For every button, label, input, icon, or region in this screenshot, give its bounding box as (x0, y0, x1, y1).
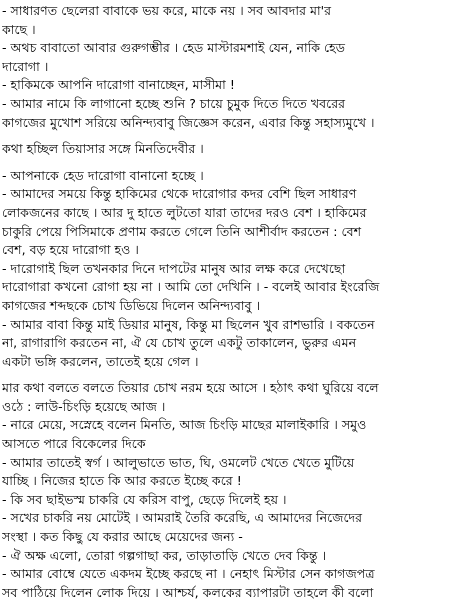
text-line: - ঐ অক্ষ এলো, তোরা গল্পগাছা কর, তাড়াতাড়ি খেতে দেব কিন্তু । (2, 547, 327, 563)
paragraph-gap (2, 132, 454, 140)
dialogue-section-1 (2, 2, 454, 132)
text-line: যাচ্ছি । নিজের হাতে কি আর করতে ইচ্ছে করে ! (2, 473, 242, 489)
text-line: - আমার নামে কি লাগানো হচ্ছে শুনি ? চায়ে চুমুক দিতে দিতে খবরের (2, 95, 346, 111)
text-line: - আপনাকে হেড দারোগা বানানো হচ্ছে । (2, 167, 204, 183)
text-line: সংস্থা । কত কিছু যে করার আছে মেয়েদের জন্য - (2, 529, 243, 545)
text-line: সব পাঠিয়ে দিলেন লোক দিয়ে । আশ্চর্য, কলকের ব্যাপারটা তাহলে কী বলো (2, 584, 374, 600)
text-line: না, রাগারাগি করতেন না, ঐ যে চোখ তুলে একটু তাকালেন, ভুরুর এমন (2, 335, 357, 351)
text-line: - আমার বোম্বে যেতে একদম ইচ্ছে করছে না । নেহাৎ মিস্টার সেন কাগজপত্র (2, 566, 375, 582)
narration-line (2, 140, 454, 159)
text-line: লোকজনের কাছে । আর দু হাতে লুটতো যারা তাদের দরও বেশ । হাকিমের (2, 204, 367, 220)
text-line: - সখের চাকরি নয় মোটেই । আমরাই তৈরি করেছি, এ আমাদের নিজেদের (2, 510, 363, 526)
text-line: - আমার তাতেই স্বর্গ । আলুভাতে ভাত, ঘি, ওমলেট খেতে খেতে মুটিয়ে (2, 454, 355, 470)
text-line: - দারোগাই ছিল তখনকার দিনে দাপটের মানুষ আর লক্ষ করে দেখেছো (2, 260, 346, 276)
text-line: কাগজের শব্দছকে চোখ ডিভিয়ে দিলেন অনিন্দ্যবাবু । (2, 297, 261, 313)
text-line: একটা ভঙ্গি করলেন, তাতেই হয়ে গেল । (2, 353, 199, 369)
text-line: ওঠে : লাউ-চিংড়ি হয়েছে আজ । (2, 398, 166, 414)
text-line: - নারে মেয়ে, সস্নেহে বলেন মিনতি, আজ চিংড়ি মাছের মালাইকারি । সমুও (2, 417, 367, 433)
text-line: দারোগারা কখনো রোগা হয় না । আমি তো দেখিনি । - বলেই আবার ইংরেজি (2, 279, 380, 295)
text-line: - হাকিমকে আপনি দারোগা বানাচ্ছেন, মাসীমা ! (2, 77, 235, 93)
text-line: কথা হচ্ছিল তিয়াসার সঙ্গে মিনতিদেবীর । (2, 141, 204, 157)
dialogue-section-3 (2, 379, 454, 602)
dialogue-section-2 (2, 167, 454, 372)
text-line: আসতে পারে বিকেলের দিকে (2, 436, 146, 452)
paragraph-gap (2, 371, 454, 379)
text-line: - কি সব ছাইভস্ম চাকরি যে করিস বাপু, ছেড়ে দিলেই হয় । (2, 491, 287, 507)
text-line: কাগজের মুখোশ সরিয়ে অনিন্দ্যবাবু জিজ্ঞেস করেন, এবার কিন্তু সহাস্যমুখে । (2, 114, 375, 130)
text-line: বেশ, বড় হয়ে দারোগা হও । (2, 242, 139, 258)
text-line: চাকুরি পেয়ে পিসিমাকে প্রণাম করতে গেলে তিনি আশীর্বাদ করতেন : বেশ (2, 223, 362, 239)
text-line: - আমার বাবা কিন্তু মাই ডিয়ার মানুষ, কিন্তু মা ছিলেন খুব রাশভারি । বকতেন (2, 316, 375, 332)
text-line: - সাধারণত ছেলেরা বাবাকে ভয় করে, মাকে নয় । সব আবদার মা'র (2, 3, 332, 18)
text-line: - আমাদের সময়ে কিন্তু হাকিমের থেকে দারোগার কদর বেশি ছিল সাধারণ (2, 186, 357, 202)
text-line: মার কথা বলতে বলতে তিয়ার চোখ নরম হয়ে আসে । হঠাৎ কথা ঘুরিয়ে বলে (2, 380, 379, 396)
text-line: - অথচ বাবাতো আবার গুরুগম্ভীর । হেড মাস্টারমশাই যেন, নাকি হেড (2, 40, 346, 56)
text-line: কাছে । (2, 21, 36, 37)
text-line: দারোগা । (2, 58, 49, 74)
paragraph-gap (2, 159, 454, 167)
